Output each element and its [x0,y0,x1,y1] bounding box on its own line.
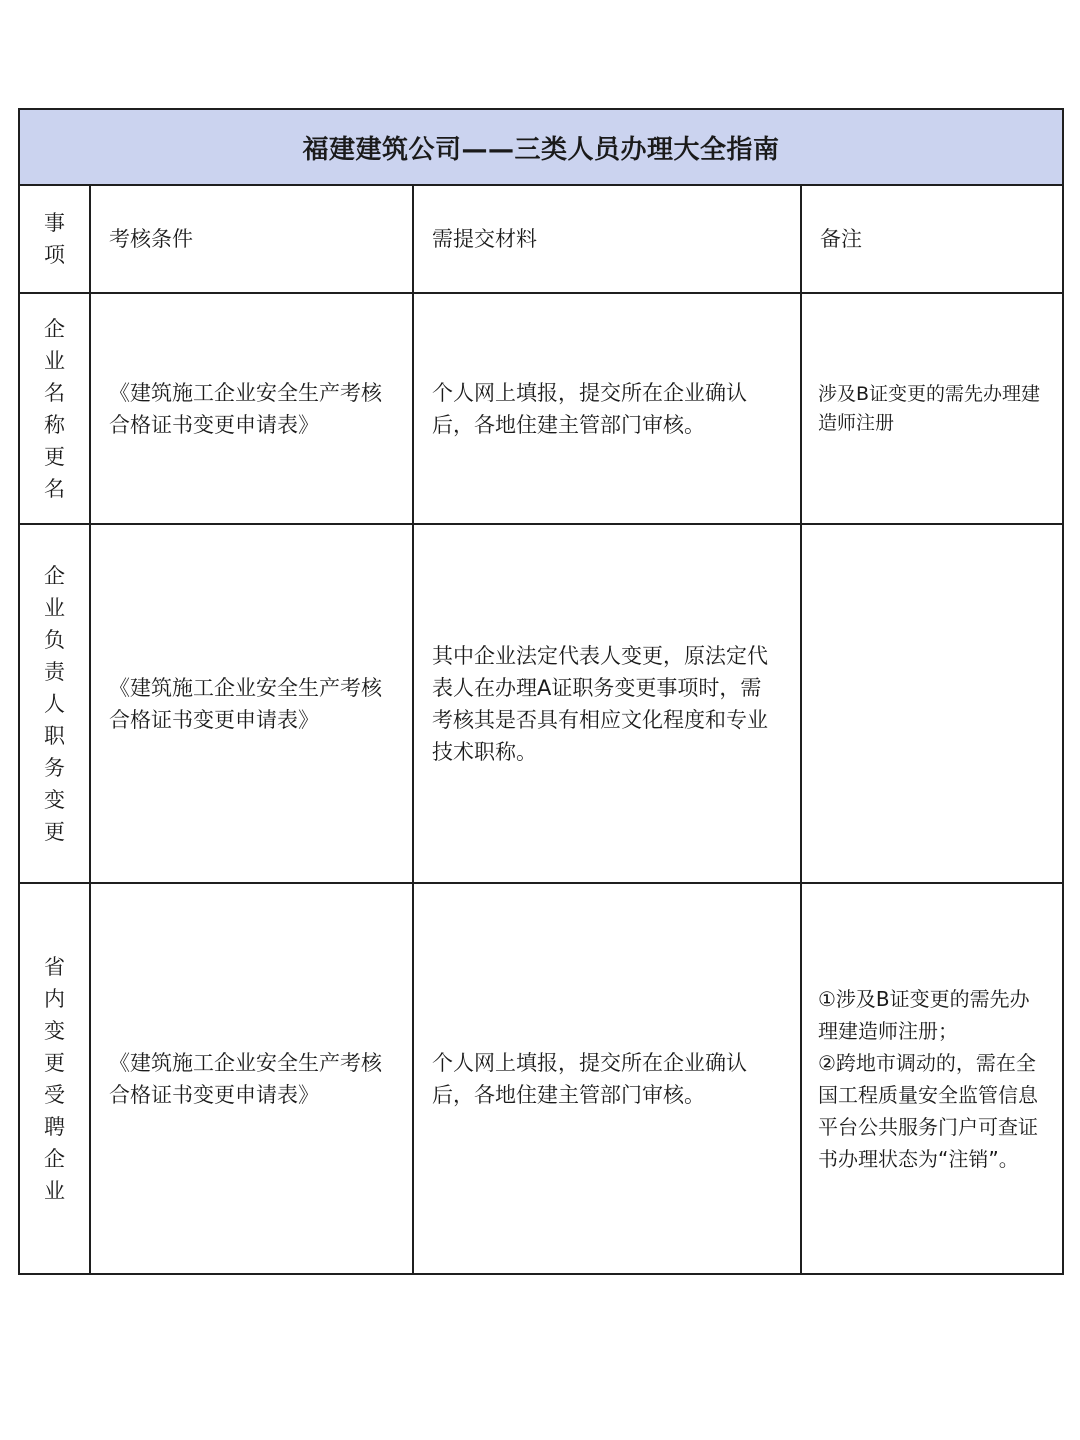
table-row [19,524,1063,883]
row-remarks: 涉及B证变更的需先办理建造师注册 [801,293,1063,524]
row-materials: 个人网上填报，提交所在企业确认后，各地住建主管部门审核。 [413,883,801,1274]
row-materials: 其中企业法定代表人变更，原法定代表人在办理A证职务变更事项时，需考核其是否具有相应文化程度和专业技术职称。 [413,524,801,883]
remark-line-2: ②跨地市调动的，需在全国工程质量安全监管信息平台公共服务门户可查证书办理状态为“注销”。 [818,1050,1038,1171]
row-item-label: 省内变更受聘企业 [44,954,65,1203]
table-row [19,883,1063,1274]
header-row [19,185,1063,293]
row-remarks [801,524,1063,883]
row-item-cell [19,883,90,1274]
header-remarks: 备注 [801,185,1063,293]
page-title: 福建建筑公司——三类人员办理大全指南 [19,109,1063,185]
header-materials: 需提交材料 [413,185,801,293]
row-item-label: 企业负责人职务变更 [44,563,65,844]
row-remarks-cell [801,883,1063,1274]
row-conditions: 《建筑施工企业安全生产考核合格证书变更申请表》 [90,524,413,883]
row-item-label: 企业名称更名 [44,316,65,501]
title-row [19,109,1063,185]
guide-table [18,108,1064,1275]
row-conditions: 《建筑施工企业安全生产考核合格证书变更申请表》 [90,293,413,524]
header-item: 事项 [44,211,65,267]
row-conditions: 《建筑施工企业安全生产考核合格证书变更申请表》 [90,883,413,1274]
header-item-cell [19,185,90,293]
remark-line-1: ①涉及B证变更的需先办理建造师注册； [818,986,1030,1043]
table-row [19,293,1063,524]
row-item-cell [19,524,90,883]
row-materials: 个人网上填报，提交所在企业确认后，各地住建主管部门审核。 [413,293,801,524]
row-item-cell [19,293,90,524]
header-conditions: 考核条件 [90,185,413,293]
